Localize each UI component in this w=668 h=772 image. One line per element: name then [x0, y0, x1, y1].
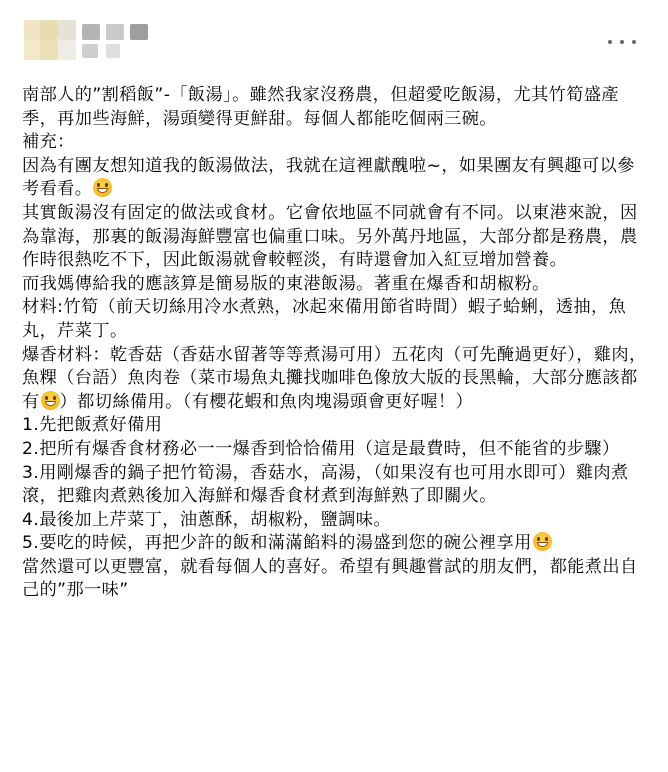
post-paragraph: 而我媽傳給我的應該算是簡易版的東港飯湯。著重在爆香和胡椒粉。: [22, 273, 550, 294]
grinning-face-smiling-eyes-icon: [41, 391, 60, 410]
more-horizontal-icon[interactable]: [608, 32, 636, 52]
post-header: [24, 20, 644, 70]
author-avatar-blurred[interactable]: [24, 20, 154, 66]
post-text: [22, 84, 650, 603]
post-paragraph: 爆香材料：乾香菇（香菇水留著等等煮湯可用）五花肉（可先醃過更好），雞肉，魚粿（台語）魚肉卷（菜市場魚丸攤找咖啡色像放大版的長黑輪，大部分應該都有 ）都切絲備用。（有櫻花蝦和魚肉塊湯頭會更好喔！）: [22, 344, 647, 412]
post-paragraph: 5.要吃的時候，再把少許的飯和滿滿餡料的湯盛到您的碗公裡享用: [22, 532, 650, 556]
grinning-face-smiling-eyes-icon: [533, 532, 552, 551]
post-paragraph: 1.先把飯煮好備用: [22, 415, 163, 436]
post-paragraph: 南部人的”割稻飯”-「飯湯」。雖然我家沒務農，但超愛吃飯湯，尤其竹筍盛產季，再加些海鮮，湯頭變得更鮮甜。每個人都能吃個兩三碗。: [22, 85, 620, 129]
post-paragraph: 材料:竹筍（前天切絲用冷水煮熟，冰起來備用節省時間）蝦子蛤蜊，透抽，魚丸，芹菜丁。: [22, 297, 627, 341]
post-paragraph: 因為有團友想知道我的飯湯做法，我就在這裡獻醜啦~，如果團友有興趣可以參考看看。: [22, 155, 635, 200]
post-paragraph: 2.把所有爆香食材務必一一爆香到恰恰備用（這是最費時，但不能省的步驟）: [22, 438, 620, 459]
post-paragraph: 補充：: [22, 132, 75, 153]
post-paragraph: 當然還可以更豐富，就看每個人的喜好。希望有興趣嘗試的朋友們，都能煮出自己的”那一味”: [22, 556, 638, 601]
post-paragraph: 4.最後加上芹菜丁，油蔥酥，胡椒粉，鹽調味。: [22, 509, 391, 530]
post-paragraph: 3.用剛爆香的鍋子把竹筍湯，香菇水，高湯，（如果沒有也可用水即可）雞肉煮滾，把雞肉煮熟後加入海鮮和爆香食材煮到海鮮熟了即關火。: [22, 462, 629, 507]
grinning-face-smiling-eyes-icon: [93, 178, 112, 197]
post-paragraph: 其實飯湯沒有固定的做法或食材。它會依地區不同就會有不同。以東港來說，因為靠海，那裏的飯湯海鮮豐富也偏重口味。另外萬丹地區，大部分都是務農，農作時很熱吃不下，因此飯湯就會較輕淡，有時還會加入紅豆增加營養。: [22, 202, 638, 271]
